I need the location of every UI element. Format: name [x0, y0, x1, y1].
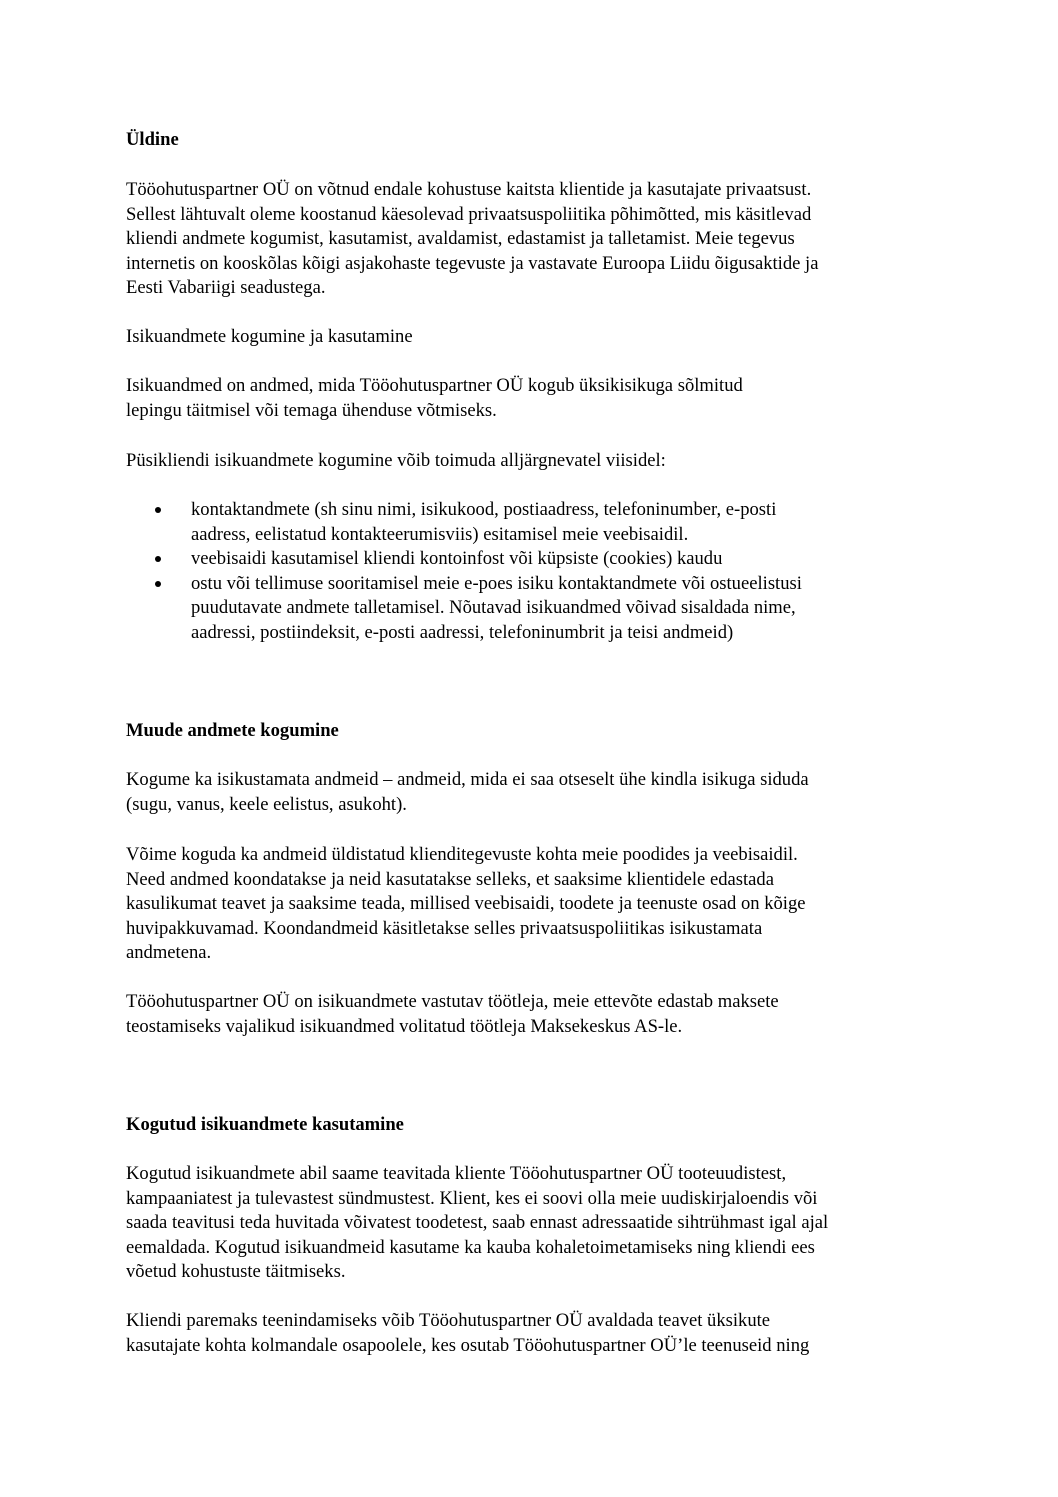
- text-line: Kogutud isikuandmete abil saame teavitada kliente Tööohutuspartner OÜ tooteuudistest,: [126, 1163, 787, 1184]
- heading-general: [126, 128, 946, 153]
- text-line: internetis on kooskõlas kõigi asjakohaste tegevuste ja vastavate Euroopa Liidu õigusaktide ja: [126, 252, 819, 274]
- text-line: kasulikumat teavet ja saaksime teada, millised veebisaidi, toodete ja teenuste osad on kõige: [126, 893, 806, 915]
- text-line: huvipakkuvamad. Koondandmeid käsitletakse selles privaatsuspoliitikas isikustamata: [126, 917, 763, 939]
- text-line: teostamiseks vajalikud isikuandmed volitatud töötleja Maksekeskus AS-le.: [126, 1015, 683, 1037]
- heading-other-data: [126, 719, 946, 744]
- bullet-icon: [155, 507, 161, 513]
- paragraph-collection-1: [126, 374, 946, 423]
- text-line: saada teavitusi teda huvitada võivatest toodetest, saab ennast adressaatide sihtrühmast igal ajal: [126, 1212, 829, 1234]
- paragraph-other-data-2: [126, 843, 946, 966]
- text-line: kliendi andmete kogumist, kasutamist, avaldamist, edastamist ja talletamist. Meie tegevus: [126, 228, 795, 250]
- text-line: aadress, eelistatud kontakteerumisviis) esitamisel meie veebisaidil.: [191, 523, 689, 545]
- paragraph-collection-2: [126, 449, 946, 474]
- text-line: kampaaniatest ja tulevastest sündmustest. Klient, kes ei soovi olla meie uudiskirjaloendis või: [126, 1187, 818, 1209]
- bullet-icon: [155, 581, 161, 587]
- text-line: Tööohutuspartner OÜ on isikuandmete vastutav töötleja, meie ettevõte edastab maksete: [126, 991, 779, 1012]
- text-line: eemaldada. Kogutud isikuandmeid kasutame ka kauba kohaletoimetamiseks ning kliendi ees: [126, 1236, 815, 1258]
- text-line: andmetena.: [126, 942, 212, 964]
- heading-collection: [126, 325, 946, 350]
- text-line: ostu või tellimuse sooritamisel meie e-poes isiku kontaktandmete või ostueelistusi: [191, 572, 802, 594]
- heading-usage: [126, 1113, 946, 1138]
- text-line: kontaktandmete (sh sinu nimi, isikukood, postiaadress, telefoninumber, e-posti: [191, 499, 777, 520]
- paragraph-other-data-1: [126, 768, 946, 817]
- bullet-icon: [155, 556, 161, 562]
- text-line: võetud kohustuste täitmiseks.: [126, 1261, 346, 1283]
- heading-general-text: Üldine: [126, 129, 179, 150]
- heading-collection-text: Isikuandmete kogumine ja kasutamine: [126, 326, 413, 347]
- heading-usage-text: Kogutud isikuandmete kasutamine: [126, 1114, 404, 1135]
- text-line: Kogume ka isikustamata andmeid – andmeid, mida ei saa otseselt ühe kindla isikuga siduda: [126, 769, 809, 790]
- text-line: Võime koguda ka andmeid üldistatud klienditegevuste kohta meie poodides ja veebisaidil.: [126, 844, 798, 865]
- text-line: puudutavate andmete talletamisel. Nõutavad isikuandmed võivad sisaldada nime,: [191, 597, 796, 619]
- text-line: Kliendi paremaks teenindamiseks võib Tööohutuspartner OÜ avaldada teavet üksikute: [126, 1310, 771, 1331]
- collection-bullet-list: [126, 498, 946, 646]
- text-line: (sugu, vanus, keele eelistus, asukoht).: [126, 793, 407, 815]
- text-line: Need andmed koondatakse ja neid kasutatakse selleks, et saaksime klientidele edastada: [126, 868, 774, 890]
- paragraph-other-data-3: [126, 990, 946, 1039]
- text-line: Püsikliendi isikuandmete kogumine võib toimuda alljärgnevatel viisidel:: [126, 450, 666, 471]
- text-line: Isikuandmed on andmed, mida Tööohutuspartner OÜ kogub üksikisikuga sõlmitud: [126, 375, 743, 396]
- heading-other-data-text: Muude andmete kogumine: [126, 720, 339, 741]
- text-line: Tööohutuspartner OÜ on võtnud endale kohustuse kaitsta klientide ja kasutajate privaatsust.: [126, 179, 812, 200]
- text-line: Sellest lähtuvalt oleme koostanud käesolevad privaatsuspoliitika põhimõtted, mis käsitlevad: [126, 203, 812, 225]
- list-item: [126, 572, 946, 646]
- text-line: veebisaidi kasutamisel kliendi kontoinfost või küpsiste (cookies) kaudu: [191, 548, 723, 570]
- list-item: [126, 498, 946, 547]
- paragraph-general: [126, 178, 946, 301]
- text-line: aadressi, postiindeksit, e-posti aadressi, telefoninumbrit ja teisi andmeid): [191, 621, 734, 643]
- paragraph-usage-2: [126, 1309, 946, 1358]
- list-item: [126, 547, 946, 572]
- paragraph-usage-1: [126, 1162, 946, 1285]
- text-line: kasutajate kohta kolmandale osapoolele, kes osutab Tööohutuspartner OÜ’le teenuseid ning: [126, 1334, 810, 1356]
- text-line: lepingu täitmisel või temaga ühenduse võtmiseks.: [126, 399, 497, 421]
- text-line: Eesti Vabariigi seadustega.: [126, 277, 326, 299]
